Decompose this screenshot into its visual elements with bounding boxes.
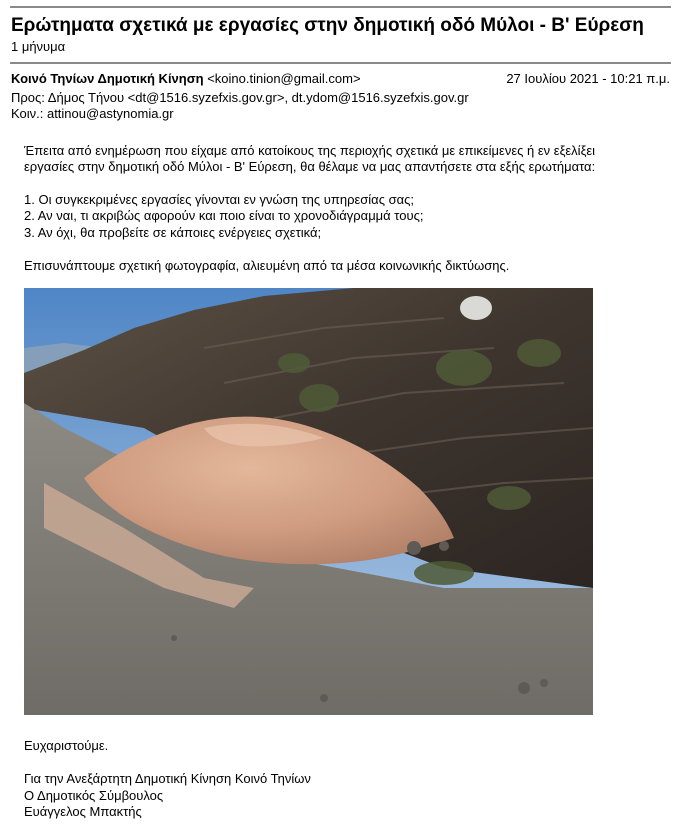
message-count: 1 μήνυμα bbox=[11, 39, 66, 54]
question-3: 3. Αν όχι, θα προβείτε σε κάποιες ενέργειες σχετικά; bbox=[24, 225, 322, 240]
thanks-line: Ευχαριστούμε. bbox=[24, 738, 109, 753]
attachment-note: Επισυνάπτουμε σχετική φωτογραφία, αλιευμένη από τα μέσα κοινωνικής δικτύωσης. bbox=[24, 258, 510, 273]
sender-line bbox=[11, 71, 361, 86]
signature-line-2: Ο Δημοτικός Σύμβουλος bbox=[24, 788, 164, 803]
recipients-cc: Κοιν.: attinou@astynomia.gr bbox=[11, 106, 174, 121]
attached-photo[interactable] bbox=[24, 288, 593, 715]
sender-name: Κοινό Τηνίων Δημοτική Κίνηση bbox=[11, 71, 204, 86]
signature-line-3: Ευάγγελος Μπακτής bbox=[24, 804, 142, 819]
email-date: 27 Ιουλίου 2021 - 10:21 π.μ. bbox=[506, 71, 670, 86]
recipients-to: Προς: Δήμος Τήνου <dt@1516.syzefxis.gov.gr>, dt.ydom@1516.syzefxis.gov.gr bbox=[11, 90, 469, 105]
signature-line-1: Για την Ανεξάρτητη Δημοτική Κίνηση Κοινό Τηνίων bbox=[24, 771, 311, 786]
question-2: 2. Αν ναι, τι ακριβώς αφορούν και ποιο είναι το χρονοδιάγραμμά τους; bbox=[24, 208, 424, 223]
sender-email[interactable]: <koino.tinion@gmail.com> bbox=[207, 71, 361, 86]
top-divider bbox=[10, 6, 671, 8]
question-1: 1. Οι συγκεκριμένες εργασίες γίνονται εν γνώση της υπηρεσίας σας; bbox=[24, 192, 414, 207]
intro-line-2: εργασίες στην δημοτική οδό Μύλοι - Β' Εύρεση, θα θέλαμε να μας απαντήσετε στα εξής ερωτήματα: bbox=[24, 159, 596, 174]
intro-line-1: Έπειτα από ενημέρωση που είχαμε από κατοίκους της περιοχής σχετικά με επικείμενες ή εν εξελίξει bbox=[24, 143, 596, 158]
email-subject: Ερώτηματα σχετικά με εργασίες στην δημοτική οδό Μύλοι - Β' Εύρεση bbox=[11, 15, 644, 36]
header-divider bbox=[10, 62, 671, 64]
